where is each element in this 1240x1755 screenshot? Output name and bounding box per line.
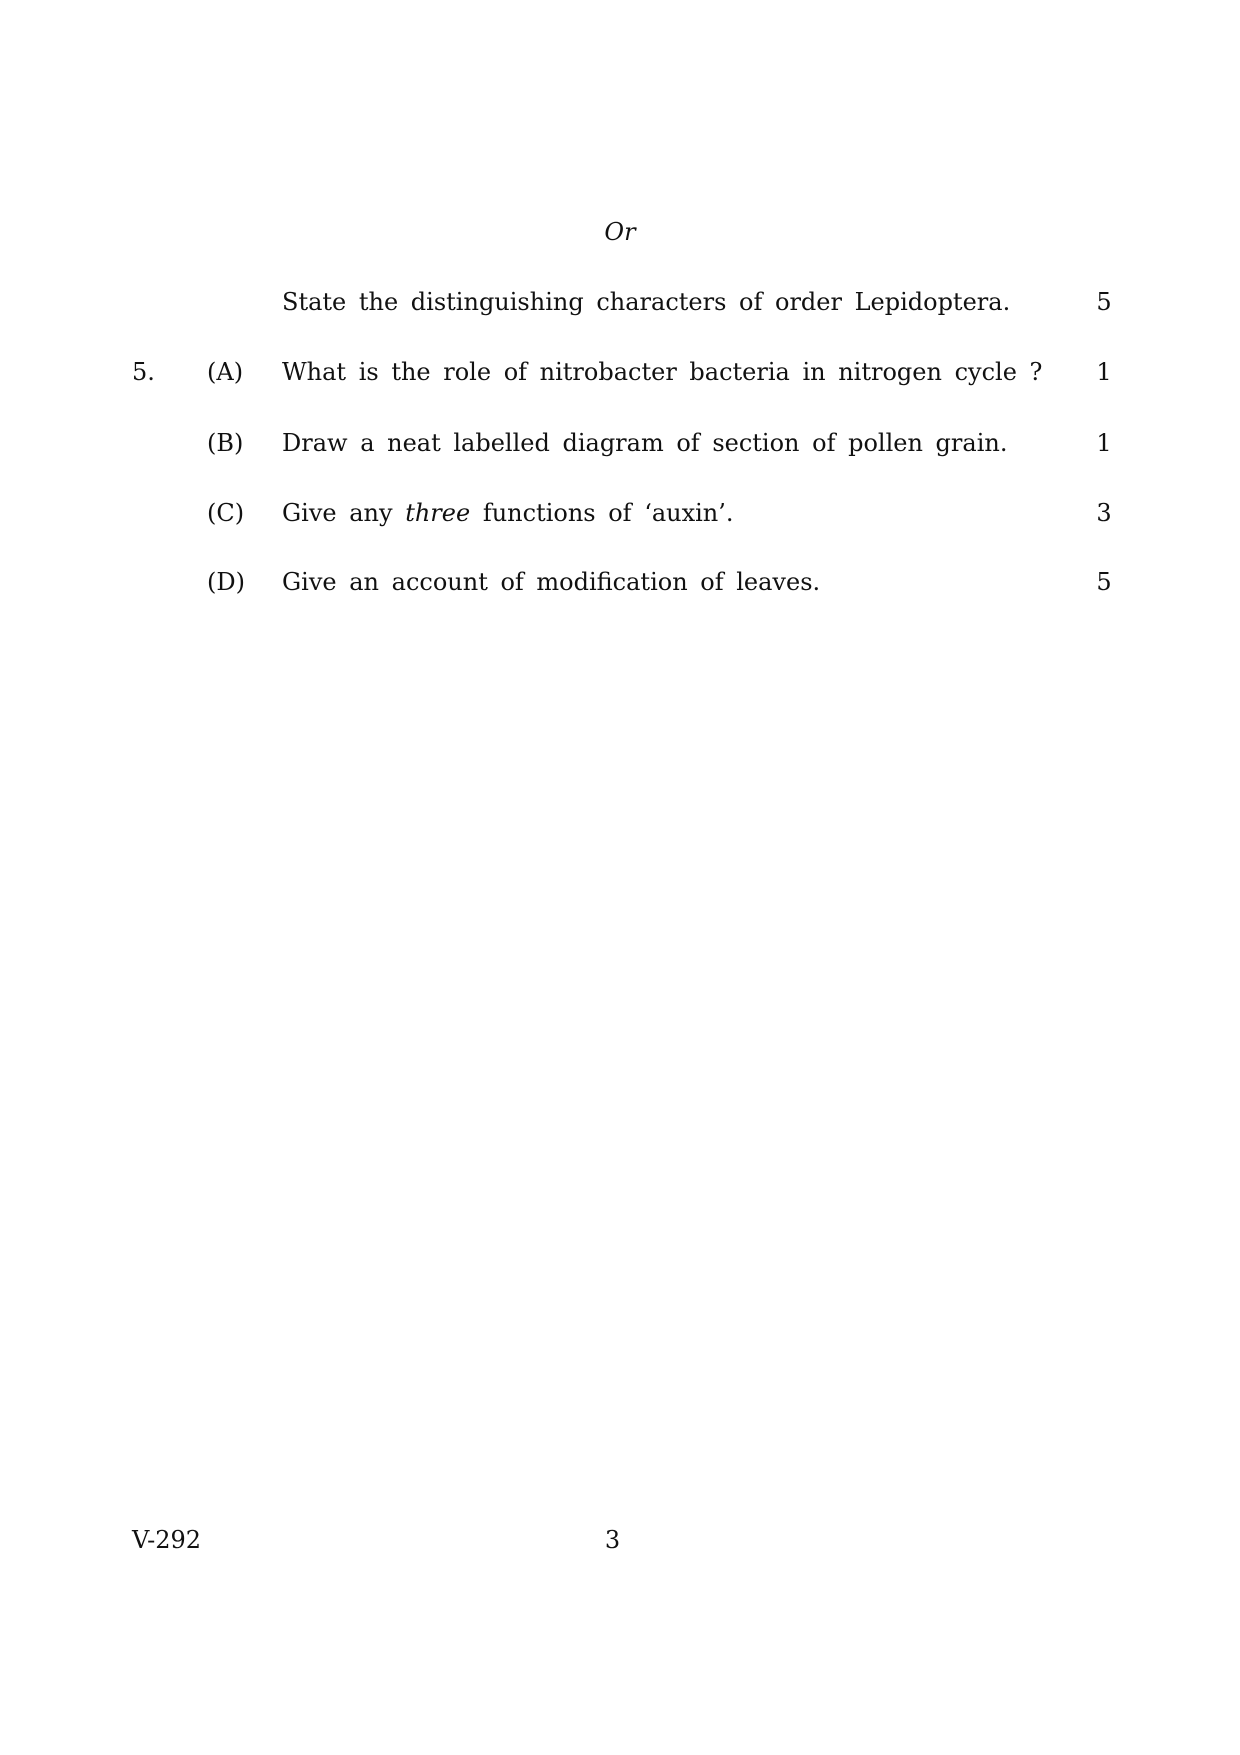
part-b-label: (B) <box>207 429 244 457</box>
part-c-emphasis: three <box>405 499 471 527</box>
alt-question-text: State the distinguishing characters of order Lepidoptera. <box>282 288 1011 316</box>
part-c-text <box>282 498 734 528</box>
part-c-text-before: Give any <box>282 499 406 527</box>
part-d-marks: 5 <box>1096 568 1112 596</box>
question-number: 5. <box>132 358 155 386</box>
part-c-label: (C) <box>207 499 245 527</box>
or-separator: Or <box>604 218 636 246</box>
part-c-marks: 3 <box>1096 499 1112 527</box>
part-d-text: Give an account of modification of leaves. <box>282 568 821 596</box>
part-a-label: (A) <box>207 358 244 386</box>
footer-code: V-292 <box>132 1526 202 1554</box>
part-b-marks: 1 <box>1096 429 1112 457</box>
page-number: 3 <box>604 1526 621 1554</box>
part-c-text-after: functions of ‘auxin’. <box>470 499 734 527</box>
part-d-label: (D) <box>207 568 245 596</box>
part-a-marks: 1 <box>1096 358 1112 386</box>
alt-question-marks: 5 <box>1096 288 1112 316</box>
part-b-text: Draw a neat labelled diagram of section of pollen grain. <box>282 429 1008 457</box>
part-a-text: What is the role of nitrobacter bacteria in nitrogen cycle ? <box>282 358 1043 386</box>
